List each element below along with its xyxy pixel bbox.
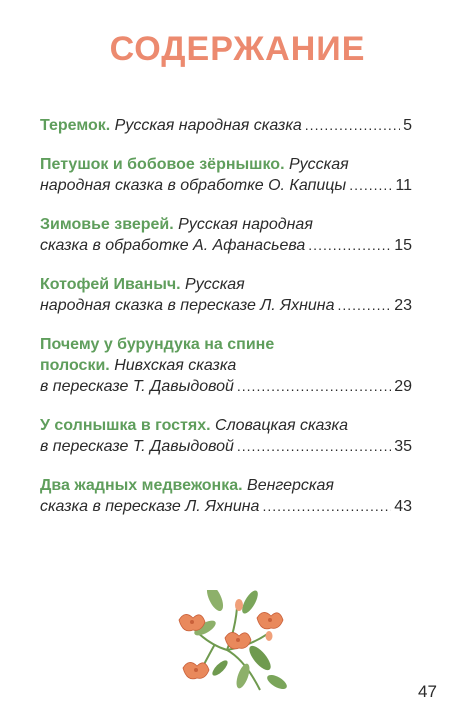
toc-entry (40, 214, 412, 256)
story-source: в пересказе Т. Давыдовой (40, 438, 234, 455)
story-source: Венгерская (247, 477, 334, 494)
toc-page-number: 35 (394, 438, 412, 455)
story-title: Петушок и бобовое зёрнышко. (40, 156, 285, 173)
story-source: Русская (185, 276, 245, 293)
toc-entry-line (40, 154, 412, 175)
story-source: Русская народная сказка (114, 117, 302, 134)
page-number: 47 (418, 682, 437, 701)
toc-entry-line (40, 214, 412, 235)
story-title: Зимовье зверей. (40, 216, 174, 233)
toc-entry (40, 274, 412, 316)
story-source: Русская (288, 156, 349, 173)
story-title: Почему у бурундука на спине (40, 336, 275, 353)
toc-page-number: 15 (394, 237, 412, 254)
toc-entry-line (40, 355, 412, 376)
toc-entry-line (40, 175, 412, 196)
page-title: СОДЕРЖАНИЕ (109, 30, 366, 68)
story-title: Теремок. (40, 117, 111, 134)
toc-page-number: 29 (394, 378, 412, 395)
story-source: сказка в пересказе Л. Яхнина (40, 498, 260, 515)
toc-entry-line (40, 115, 412, 136)
toc-entry-line (40, 295, 412, 316)
table-of-contents (40, 115, 412, 535)
dot-leader (349, 175, 392, 196)
story-source: народная сказка в обработке О. Капицы (40, 177, 347, 194)
toc-entry (40, 334, 412, 397)
dot-leader (308, 235, 391, 256)
toc-entry (40, 154, 412, 196)
story-title: полоски. (40, 357, 110, 374)
toc-entry-line (40, 436, 412, 457)
story-title: У солнышка в гостях. (40, 417, 211, 434)
story-title: Два жадных медвежонка. (40, 477, 243, 494)
dot-leader (237, 436, 391, 457)
story-source: Словацкая сказка (215, 417, 348, 434)
dot-leader (305, 115, 400, 136)
toc-entry (40, 415, 412, 457)
dot-leader (237, 376, 391, 397)
toc-entry-line (40, 274, 412, 295)
toc-entry (40, 115, 412, 136)
toc-page-number: 5 (403, 117, 412, 134)
toc-entry-line (40, 415, 412, 436)
toc-entry-line (40, 475, 412, 496)
toc-entry (40, 475, 412, 517)
story-source: Нивхская сказка (114, 357, 237, 374)
toc-page-number: 23 (394, 297, 412, 314)
toc-page-number: 43 (394, 498, 412, 515)
toc-entry-line (40, 334, 412, 355)
dot-leader (337, 295, 391, 316)
flower-illustration (165, 590, 290, 700)
toc-entry-line (40, 376, 412, 397)
story-source: сказка в обработке А. Афанасьева (40, 237, 306, 254)
toc-page-number: 11 (395, 177, 412, 194)
dot-leader (262, 496, 391, 517)
story-source: в пересказе Т. Давыдовой (40, 378, 234, 395)
story-title: Котофей Иваныч. (40, 276, 181, 293)
story-source: Русская народная (178, 216, 313, 233)
toc-entry-line (40, 496, 412, 517)
story-source: народная сказка в пересказе Л. Яхнина (40, 297, 335, 314)
toc-entry-line (40, 235, 412, 256)
